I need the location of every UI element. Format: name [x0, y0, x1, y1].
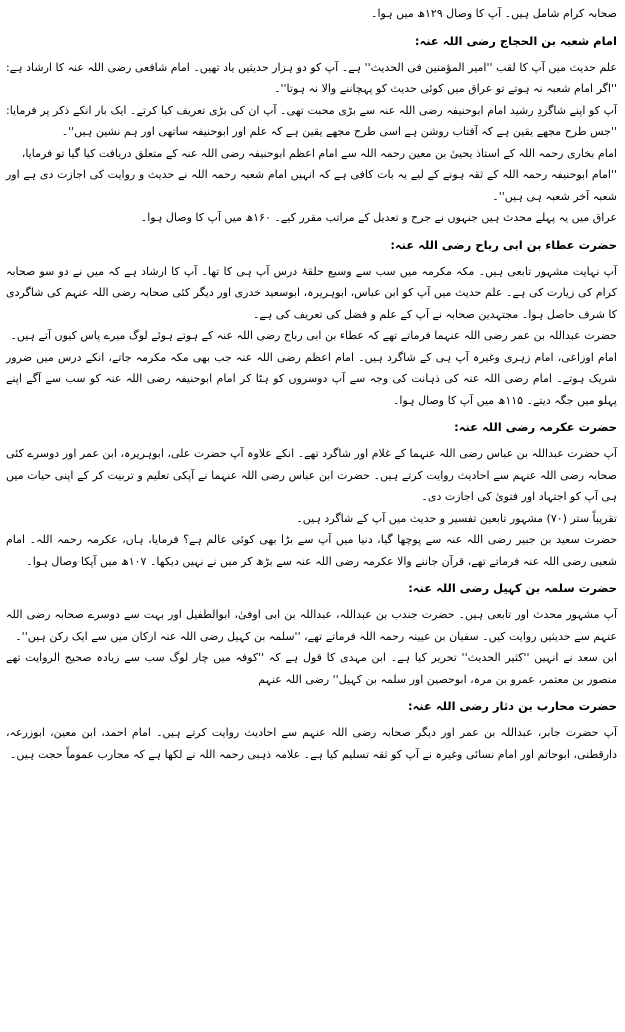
heading-muharib: حضرت محارب بن دثار رضی اللہ عنہ:: [407, 699, 617, 713]
paragraph-shuba-quote: ''امام ابوحنیفہ رحمہ اللہ کے ثقہ ہونے کے لیے یہ بات کافی ہے کہ انہیں امام شعبہ رحمہ اللہ نے حدیث و روایت کی اجازت دی ہے اور شعبہ آخر شعبہ ہی ہیں''۔: [6, 168, 617, 203]
heading-ata: حضرت عطاء بن ابی رباح رضی اللہ عنہ:: [390, 237, 617, 252]
paragraph-shuba-4: عراق میں یہ پہلے محدث ہیں جنہوں نے جرح و تعدیل کے مراتب مقرر کیے۔ ۱۶۰ھ میں آپ کا وصال ہوا۔: [140, 211, 617, 224]
paragraph-muharib-1: آپ حضرت جابر، عبداللہ بن عمر اور دیگر صحابہ رضی اللہ عنہم سے احادیث روایت کرتے ہیں۔ امام احمد، ابن معین، ابوزرعہ، دارقطنی، ابوحاتم اور امام نسائی وغیرہ نے آپ کو ثقہ تسلیم کیا ہے۔ علامہ ذہبی رحمہ اللہ نے لکھا ہے کہ محارب عموماً حجت ہیں۔: [6, 726, 617, 761]
heading-ikrima: حضرت عکرمہ رضی اللہ عنہ:: [454, 420, 617, 434]
paragraph-ikrima-2: تقریباً ستر (۷۰) مشہور تابعین تفسیر و حدیث میں آپ کے شاگرد ہیں۔: [296, 511, 617, 525]
paragraph-shuba-2: آپ کو اپنے شاگردِ رشید امام ابوحنیفہ رضی اللہ عنہ سے بڑی محبت تھی۔ آپ ان کی بڑی تعریف کیا کرتے۔ ایک بار انکے ذکر پر فرمایا: ''جس طرح مجھے یقین ہے کہ آفتاب روشن ہے اسی طرح مجھے یقین ہے کہ علم اور ابوحنیفہ ساتھی اور ہم نشین ہیں''۔: [6, 103, 617, 138]
paragraph-ikrima-1: آپ حضرت عبداللہ بن عباس رضی اللہ عنہما کے غلام اور شاگرد تھے۔ انکے علاوہ آپ حضرت علی، ابوہریرہ، ابن عمر اور دوسرے کئی صحابہ رضی اللہ عنہم سے احادیث روایت کرتے ہیں۔ حضرت ابن عباس رضی اللہ عنہما نے آپکی تعلیم و تربیت کر کے اپنی حیات میں ہی آپ کو اجتہاد اور فتویٰ کی اجازت دی۔: [6, 447, 617, 503]
paragraph-salama-1: آپ مشہور محدث اور تابعی ہیں۔ حضرت جندب بن عبداللہ، عبداللہ بن ابی اوفیٰ، ابوالطفیل اور بہت سے دوسرے صحابہ رضی اللہ عنہم سے حدیثیں روایت کیں۔ سفیان بن عیینہ رحمہ اللہ فرماتے تھے، ''سلمہ بن کہیل رضی اللہ عنہ ارکان میں سے ایک رکن ہیں''۔: [6, 608, 617, 643]
paragraph-ata-1: آپ نہایت مشہور تابعی ہیں۔ مکہ مکرمہ میں سب سے وسیع حلقۂ درس آپ ہی کا تھا۔ آپ کا ارشاد ہے کہ میں نے دو سو صحابہ کرام کی زیارت کی ہے۔ علم حدیث میں آپ کو ابن عباس، ابوہریرہ، ابوسعید خدری اور دیگر کئی صحابہ رضی اللہ عنہم کی شاگردی کا شرف حاصل ہوا۔ مجتہدین صحابہ نے آپ کے علم و فضل کی تعریف کی ہے۔: [6, 264, 617, 321]
heading-salama: حضرت سلمہ بن کہیل رضی اللہ عنہ:: [408, 581, 617, 595]
paragraph-ata-3: امام اوزاعی، امام زہری وغیرہ آپ ہی کے شاگرد ہیں۔ امام اعظم رضی اللہ عنہ جب بھی مکہ مکرمہ جاتے، انکے درس میں ضرور شریک ہوتے۔ امام رضی اللہ عنہ کی ذہانت کی وجہ سے آپ دوسروں کو ہٹا کر امام ابوحنیفہ رضی اللہ عنہ کو سب سے آگے اپنے پہلو میں جگہ دیتے۔ ۱۱۵ھ میں آپ کا وصال ہوا۔: [6, 350, 617, 407]
heading-shuba: امام شعبہ بن الحجاج رضی اللہ عنہ:: [414, 33, 617, 48]
paragraph-shuba-3: امام بخاری رحمہ اللہ کے استاذ یحییٰ بن معین رحمہ اللہ سے امام اعظم ابوحنیفہ رضی اللہ عنہ کے متعلق دریافت کیا گیا تو فرمایا،: [21, 146, 617, 160]
paragraph-salama-2: ابن سعد نے انہیں ''کثیر الحدیث'' تحریر کیا ہے۔ ابن مہدی کا قول ہے کہ ''کوفہ میں چار لوگ سب سے زیادہ صحیح الروایت تھے منصور بن معتمر، عمرو بن مرہ، ابوحصین اور سلمہ بن کہیل'' رضی اللہ عنہم: [6, 651, 617, 686]
paragraph-shuba-1: علم حدیث میں آپ کا لقب ''امیر المؤمنین فی الحدیث'' ہے۔ آپ کو دو ہزار حدیثیں یاد تھیں۔ امام شافعی رضی اللہ عنہ کا ارشاد ہے: ''اگر امام شعبہ نہ ہوتے تو عراق میں کوئی حدیث کو پہچاننے والا نہ ہوتا''۔: [6, 60, 617, 95]
paragraph-ata-2: حضرت عبداللہ بن عمر رضی اللہ عنہما فرماتے تھے کہ عطاء بن ابی رباح رضی اللہ عنہ کے ہوتے ہوئے لوگ میرے پاس کیوں آتے ہیں۔: [10, 329, 617, 342]
paragraph-intro-end: صحابہ کرام شامل ہیں۔ آپ کا وصال ۱۲۹ھ میں ہوا۔: [371, 7, 617, 20]
paragraph-ikrima-3: حضرت سعید بن جبیر رضی اللہ عنہ سے پوچھا گیا، دنیا میں آپ سے بڑا بھی کوئی عالم ہے؟ فرمایا، ہاں، عکرمہ رحمہ اللہ۔ امام شعبی رضی اللہ عنہ فرماتے تھے، قرآن جاننے والا عکرمہ رضی اللہ عنہ سے بڑھ کر میں نے نہیں دیکھا۔ ۱۰۷ھ میں آپکا وصال ہوا۔: [6, 533, 617, 568]
